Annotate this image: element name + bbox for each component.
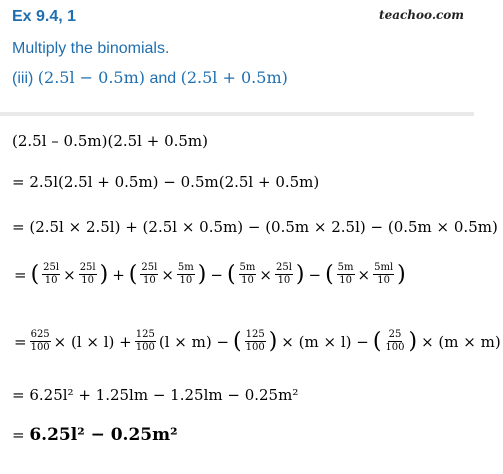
equals-sign: = [14,332,27,351]
fraction: $\frac{125}{100}$ [245,329,265,353]
equals-sign: = [14,265,27,284]
fraction: $\frac{5m}{10}$ [177,262,194,286]
final-answer: = 6.25l² − 0.25m² [12,425,178,445]
step-4: = ( $\frac{25l}{10}$ × $\frac{25l}{10}$ ) + ( $\frac{25l}{10}$ × $\frac{5m}{10}$ ) − ( $\frac{5m}{10}$ × $\frac{25l}{10}$ ) − ( $\frac{5m}{10}$ × $\frac{5ml}{10}$ ) [14,261,406,287]
header-divider [0,112,474,116]
fraction: $\frac{25}{100}$ [385,329,405,353]
fraction: $\frac{25l}{10}$ [275,262,292,286]
teachoo-logo: teachoo.com [379,8,464,22]
fraction: $\frac{5m}{10}$ [337,262,354,286]
fraction: $\frac{25l}{10}$ [79,262,96,286]
fraction: $\frac{25l}{10}$ [141,262,158,286]
question-subpart [12,68,288,88]
and-word: and [145,70,181,87]
binomial-1: (2.5l − 0.5m) [37,68,146,87]
step-5: = $\frac{625}{100}$ × (l × l) + $\frac{125}{100}$ (l × m) − ( $\frac{125}{100}$ ) × (m × l) − ( $\frac{25}{100}$ ) × (m × m) [14,328,501,354]
fraction: $\frac{125}{100}$ [135,329,155,353]
final-answer-expression: 6.25l² − 0.25m² [29,425,178,445]
step-6: = 6.25l² + 1.25lm − 1.25lm − 0.25m² [12,386,299,404]
step-1: (2.5l – 0.5m)(2.5l + 0.5m) [12,132,209,150]
fraction: $\frac{25l}{10}$ [43,262,60,286]
step-3: = (2.5l × 2.5l) + (2.5l × 0.5m) − (0.5m × 2.5l) − (0.5m × 0.5m) [12,218,498,236]
subpart-prefix: (iii) [12,70,38,87]
question-header [0,0,474,118]
step-2: = 2.5l(2.5l + 0.5m) − 0.5m(2.5l + 0.5m) [12,173,320,191]
fraction: $\frac{625}{100}$ [30,329,50,353]
fraction: $\frac{5m}{10}$ [239,262,256,286]
question-text: Multiply the binomials. [12,40,170,57]
fraction: $\frac{5ml}{10}$ [374,262,394,286]
binomial-2: (2.5l + 0.5m) [180,68,288,87]
exercise-label: Ex 9.4, 1 [12,8,77,25]
